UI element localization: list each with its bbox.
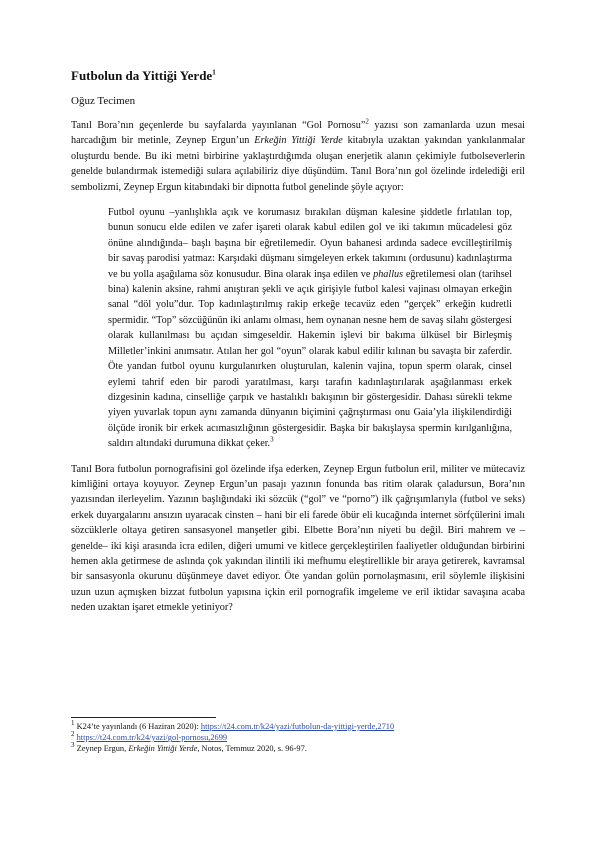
- quote-text-b: eğretilemesi olan (tarihsel bina) kalenin aksine, rahmi anıştıran şekli ve açık girişiyle futbol kalesi vajinası olmayan erkeğin sanal “döl yolu”dur. Top kadınlaştırılmış rakip erkeğe tecavüz eden “gerçek” erkeğin kudretli spermidir. “Top” sözcüğünün iki anlamı olması, hem oynanan nesne hem de savaş silahı göstergesi olarak kullanılması bu açıdan simgeseldir. Hakemin işlevi bir bakıma ülküsel bir Birleşmiş Milletler’inkini anımsatır. Atılan her gol “oyun” olarak kabul edilir kılınan bu savaşta bir zaferdir. Öte yandan futbol oyunu kurgulanırken oluşturulan, kalenin vajina, topun sperm olarak, cinsel eylemi tahrif eden bir parodi yaratılması, karşı tarafın kadınlaştırılarak aşağılanması erkek dizgesinin kadına, cinselliğe çarpık ve hastalıklı bakışının bir göstergesidir. Dahası sürekli tekme yiyen yuvarlak topun aynı zamanda dünyanın biçimini çağrıştırması onu Gaia’yla ilişkilendirdiği ölçüde ironik bir erkek acımasızlığının göstergesidir. Başka bir bakışlaysa spermin kırılganlığına, saldırı altındaki durumuna dikkat çeker.: [108, 268, 513, 450]
- footnote-3: [71, 743, 525, 754]
- footnote-book-title: Erkeğin Yittiği Yerde: [128, 744, 198, 754]
- footnotes: [71, 717, 525, 755]
- footnote-number: 3: [71, 741, 75, 750]
- footnote-ref-2[interactable]: 2: [365, 117, 369, 126]
- article-title: [71, 68, 525, 84]
- block-quote: [108, 205, 512, 452]
- footnote-tail: , Notos, Temmuz 2020, s. 96-97.: [197, 744, 307, 754]
- intro-paragraph: [71, 118, 525, 195]
- article: [71, 68, 525, 626]
- footnote-1: [71, 721, 525, 732]
- quote-italic-term: phallus: [373, 268, 404, 280]
- title-text: Futbolun da Yittiği Yerde: [71, 68, 213, 83]
- footnote-text: K24’te yayınlandı (6 Haziran 2020):: [74, 722, 201, 731]
- body-paragraph-2: Tanıl Bora futbolun pornografisini gol özelinde ifşa ederken, Zeynep Ergun futbolun eril, militer ve mütecaviz kimliğini ortaya koyuyor. Zeynep Ergun’un pasajı yazının fonunda bas ritim olarak çaladursun, Bora’nın yazısından ilerleyelim. Yazının başlığındaki iki sözcük (“gol” ve “porno”) ilk çağrışımlarıyla (futbol ve seks) erkek duyargalarını ansızın uyaracak cinsten – hani bir eli farede öbür eli kucağında internet sörfçülerini imalı sözcüklerle oltaya getiren sansasyonel manşetler gibi. Elbette Bora’nın niyeti bu değil. Biri mahrem ve –genelde– iki kişi arasında icra edilen, diğeri umumi ve kitlece gerçekleştirilen faaliyetler olduğundan birbirini hemen akla getirmese de aslında çok yakından ilintili iki mefhumu eleştirellikle bir araya getirerek, kavramsal bir sansasyonla okurunu düşünmeye davet ediyor. Öte yandan golün pornolaşmasını, eril söylemle ilişkisini uzun uzun açmışken bizzat futbolun yapısına içkin eril pornografik imgeleme ve eril iktidar savaşına acaba neden uzaktan işaret etmekle yetiniyor?: [71, 463, 525, 614]
- footnote-2: [71, 732, 525, 743]
- book-title: Erkeğin Yittiği Yerde: [254, 135, 343, 147]
- footnote-ref-1[interactable]: 1: [212, 68, 216, 77]
- intro-text-a: Tanıl Bora’nın geçenlerde bu sayfalarda yayınlanan “Gol Pornosu”: [71, 120, 366, 131]
- intro-text-b: yazısı son zamanlarda uzun mesai harcadığım bir metinle, Zeynep Ergun’un: [71, 120, 525, 147]
- footnote-number: 2: [71, 730, 75, 739]
- author-name: Oğuz Tecimen: [71, 95, 136, 107]
- intro-text-c: kitabıyla uzaktan yakından yankılanmalar oluşturdu bende. Bu iki metni birbirine yaklaştırdığımda oluşan enerjetik alanın çekimiyle futbolseverlerin genelde bulandırmak istemediği sulara açılabiliriz diye düşündüm. Tanıl Bora’nın gol özelinde irdelediği eril sembolizmi, Zeynep Ergun kitabındaki bir dipnotta futbol genelinde şöyle açıyor:: [71, 135, 525, 193]
- footnote-link[interactable]: https://t24.com.tr/k24/yazi/gol-pornosu,2699: [76, 733, 228, 743]
- footnote-link[interactable]: https://t24.com.tr/k24/yazi/futbolun-da-yittigi-yerde,2710: [200, 722, 395, 731]
- quote-text-a: Futbol oyunu –yanlışlıkla açık ve korumasız bırakılan düşman kalesine şiddetle fırlatılan top, bunun sonucu elde edilen ve zafer işareti olarak kabul edilen gol ve iki takımın mücadelesi göz önüne alındığında– başlı başına bir eğretilemedir. Oyun bahanesi ardında sadece evcilleştirilmiş bir savaş parodisi yatmaz: Karşıdaki düşmanı simgeleyen erkek takımını (ordusunu) kadınlaştırma ve bu yolla aşağılama söz konusudur. Bina olarak inşa edilen ve: [108, 207, 512, 280]
- footnote-ref-3[interactable]: 3: [270, 435, 274, 444]
- footnote-text: Zeynep Ergun,: [74, 744, 129, 754]
- footnote-divider: [71, 717, 216, 718]
- footnote-number: 1: [71, 719, 75, 728]
